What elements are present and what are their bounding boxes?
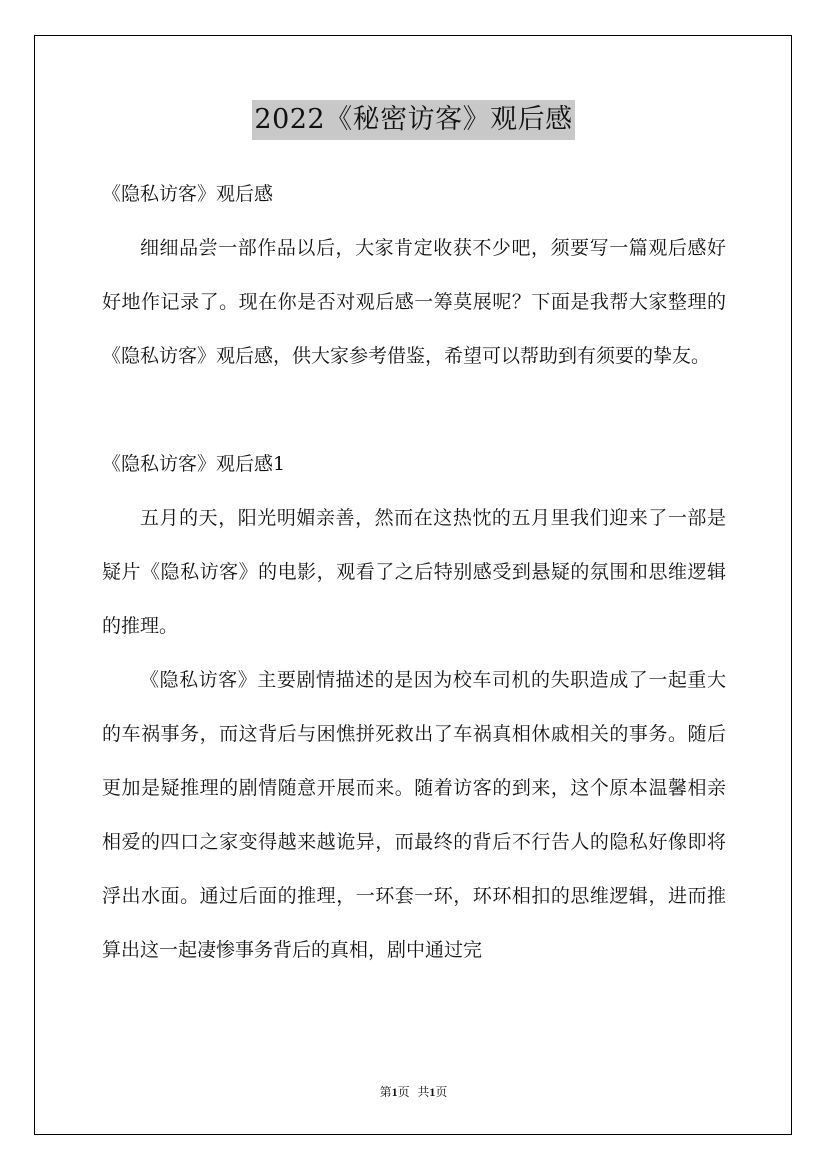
document-subtitle: 《隐私访客》观后感 (102, 183, 274, 205)
total-label-suffix: 页 (435, 1085, 448, 1099)
page-label-prefix: 第 (379, 1085, 392, 1099)
total-pages: 1 (429, 1085, 436, 1099)
document-body (102, 167, 726, 977)
body-paragraph: 五月的天，阳光明媚亲善，然而在这热忱的五月里我们迎来了一部是疑片《隐私访客》的电影，观看了之后特别感受到悬疑的氛围和思维逻辑的推理。 (102, 507, 726, 637)
page-number: 1 (391, 1085, 398, 1099)
section-heading: 《隐私访客》观后感1 (102, 453, 286, 475)
document-title: 2022《秘密访客》观后感 (252, 100, 574, 140)
page-footer (0, 1082, 827, 1102)
title-container (0, 100, 827, 140)
paragraph-spacer (102, 383, 726, 437)
body-paragraph: 《隐私访客》主要剧情描述的是因为校车司机的失职造成了一起重大的车祸事务，而这背后与困憔拼死救出了车祸真相休戚相关的事务。随后更加是疑推理的剧情随意开展而来。随着访客的到来，这个原本温馨相亲相爱的四口之家变得越来越诡异，而最终的背后不行告人的隐私好像即将浮出水面。通过后面的推理，一环套一环，环环相扣的思维逻辑，进而推算出这一起凄惨事务背后的真相，剧中通过完 (102, 669, 726, 961)
total-label-prefix: 共 (417, 1085, 430, 1099)
intro-paragraph: 细细品尝一部作品以后，大家肯定收获不少吧，须要写一篇观后感好好地作记录了。现在你是否对观后感一筹莫展呢？下面是我帮大家整理的《隐私访客》观后感，供大家参考借鉴，希望可以帮助到有须要的挚友。 (102, 237, 726, 367)
page-label-suffix: 页 (397, 1085, 410, 1099)
